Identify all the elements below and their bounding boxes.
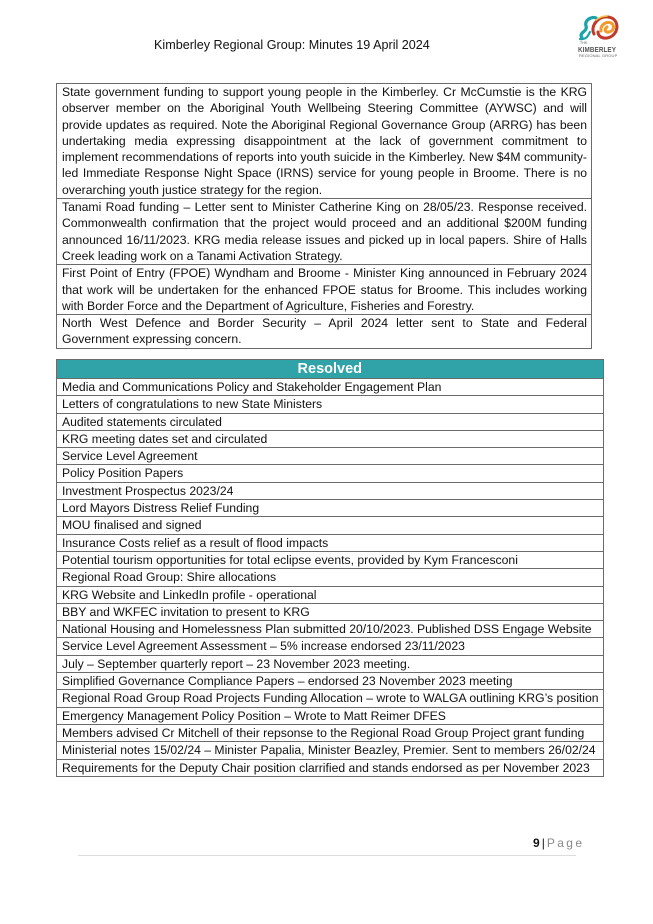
table-row [57,430,604,447]
table-row [57,603,604,620]
table-row [57,500,604,517]
page-number: 9 [533,836,540,850]
document-header-title: Kimberley Regional Group: Minutes 19 April 2024 [154,38,430,52]
logo-name: KIMBERLEY [578,45,617,54]
table-row [57,724,604,741]
pending-item-defence-border: North West Defence and Border Security – April 2024 letter sent to State and Federal Government expressing concern. [57,315,592,349]
table-row [57,655,604,672]
pending-items-table [56,83,592,349]
logo-prefix: THE [580,41,588,45]
table-row [57,742,604,759]
table-row [57,199,592,265]
resolved-item: Ministerial notes 15/02/24 – Minister Papalia, Minister Beazley, Premier. Sent to members 26/02/24 [57,742,604,759]
table-row [57,465,604,482]
table-row [57,517,604,534]
pending-item-fpoe: First Point of Entry (FPOE) Wyndham and Broome - Minister King announced in February 2024 that work will be undertaken for the enhanced FPOE status for Broome. This includes working with Border Force and the Department of Agriculture, Fisheries and Forestry. [57,265,592,315]
kimberley-regional-group-logo [574,12,630,66]
resolved-item: Requirements for the Deputy Chair position clarrified and stands endorsed as per November 2023 [57,759,604,776]
resolved-item: Audited statements circulated [57,413,604,430]
table-row [57,265,592,315]
resolved-item: Potential tourism opportunities for total eclipse events, provided by Kym Francesconi [57,551,604,568]
page-label: Page [546,836,585,850]
resolved-item: Investment Prospectus 2023/24 [57,482,604,499]
table-row [57,551,604,568]
resolved-item: Letters of congratulations to new State Ministers [57,396,604,413]
resolved-heading: Resolved [57,360,604,379]
table-row [57,482,604,499]
resolved-item: Policy Position Papers [57,465,604,482]
resolved-item: Regional Road Group Road Projects Funding Allocation – wrote to WALGA outlining KRG’s position [57,690,604,707]
table-row [57,379,604,396]
resolved-item: Service Level Agreement [57,448,604,465]
table-row [57,315,592,349]
pending-item-tanami-road: Tanami Road funding – Letter sent to Minister Catherine King on 28/05/23. Response received. Commonwealth confirmation that the project would proceed and an additional $200M funding announced 16/11/2023. KRG media release issues and picked up in local papers. Shire of Halls Creek leading work on a Tanami Activation Strategy. [57,199,592,265]
resolved-item: Lord Mayors Distress Relief Funding [57,500,604,517]
page-number-footer [533,836,584,850]
table-row [57,759,604,776]
table-row [57,673,604,690]
table-row [57,638,604,655]
table-row [57,396,604,413]
resolved-item: Insurance Costs relief as a result of flood impacts [57,534,604,551]
table-row [57,84,592,199]
footer-divider [78,855,576,856]
resolved-item: MOU finalised and signed [57,517,604,534]
pending-item-youth-funding: State government funding to support young people in the Kimberley. Cr McCumstie is the KRG observer member on the Aboriginal Youth Wellbeing Steering Committee (AYWSC) and will provide updates as required. Note the Aboriginal Regional Governance Group (ARRG) has been undertaking media expressing disappointment at the lack of government commitment to implement recommendations of reports into youth suicide in the Kimberley. New $4M community-led Immediate Response Night Space (IRNS) service for young people in Broome. There is no overarching youth justice strategy for the region. [57,84,592,199]
resolved-item: National Housing and Homelessness Plan submitted 20/10/2023. Published DSS Engage Website [57,621,604,638]
logo-swirl-icon [574,12,630,42]
resolved-item: Members advised Cr Mitchell of their repsonse to the Regional Road Group Project grant funding [57,724,604,741]
table-row [57,707,604,724]
page-separator: | [541,836,545,850]
resolved-item: Regional Road Group: Shire allocations [57,569,604,586]
table-row [57,534,604,551]
table-header-row [57,360,604,379]
resolved-items-table [56,359,604,777]
resolved-item: Emergency Management Policy Position – Wrote to Matt Reimer DFES [57,707,604,724]
resolved-item: July – September quarterly report – 23 November 2023 meeting. [57,655,604,672]
resolved-item: Media and Communications Policy and Stakeholder Engagement Plan [57,379,604,396]
resolved-item: KRG Website and LinkedIn profile - operational [57,586,604,603]
resolved-item: Simplified Governance Compliance Papers – endorsed 23 November 2023 meeting [57,673,604,690]
resolved-item: BBY and WKFEC invitation to present to KRG [57,603,604,620]
table-row [57,586,604,603]
table-row [57,690,604,707]
table-row [57,413,604,430]
resolved-item: KRG meeting dates set and circulated [57,430,604,447]
table-row [57,448,604,465]
resolved-item: Service Level Agreement Assessment – 5% increase endorsed 23/11/2023 [57,638,604,655]
table-row [57,569,604,586]
table-row [57,621,604,638]
logo-subtitle: REGIONAL GROUP [579,53,618,58]
